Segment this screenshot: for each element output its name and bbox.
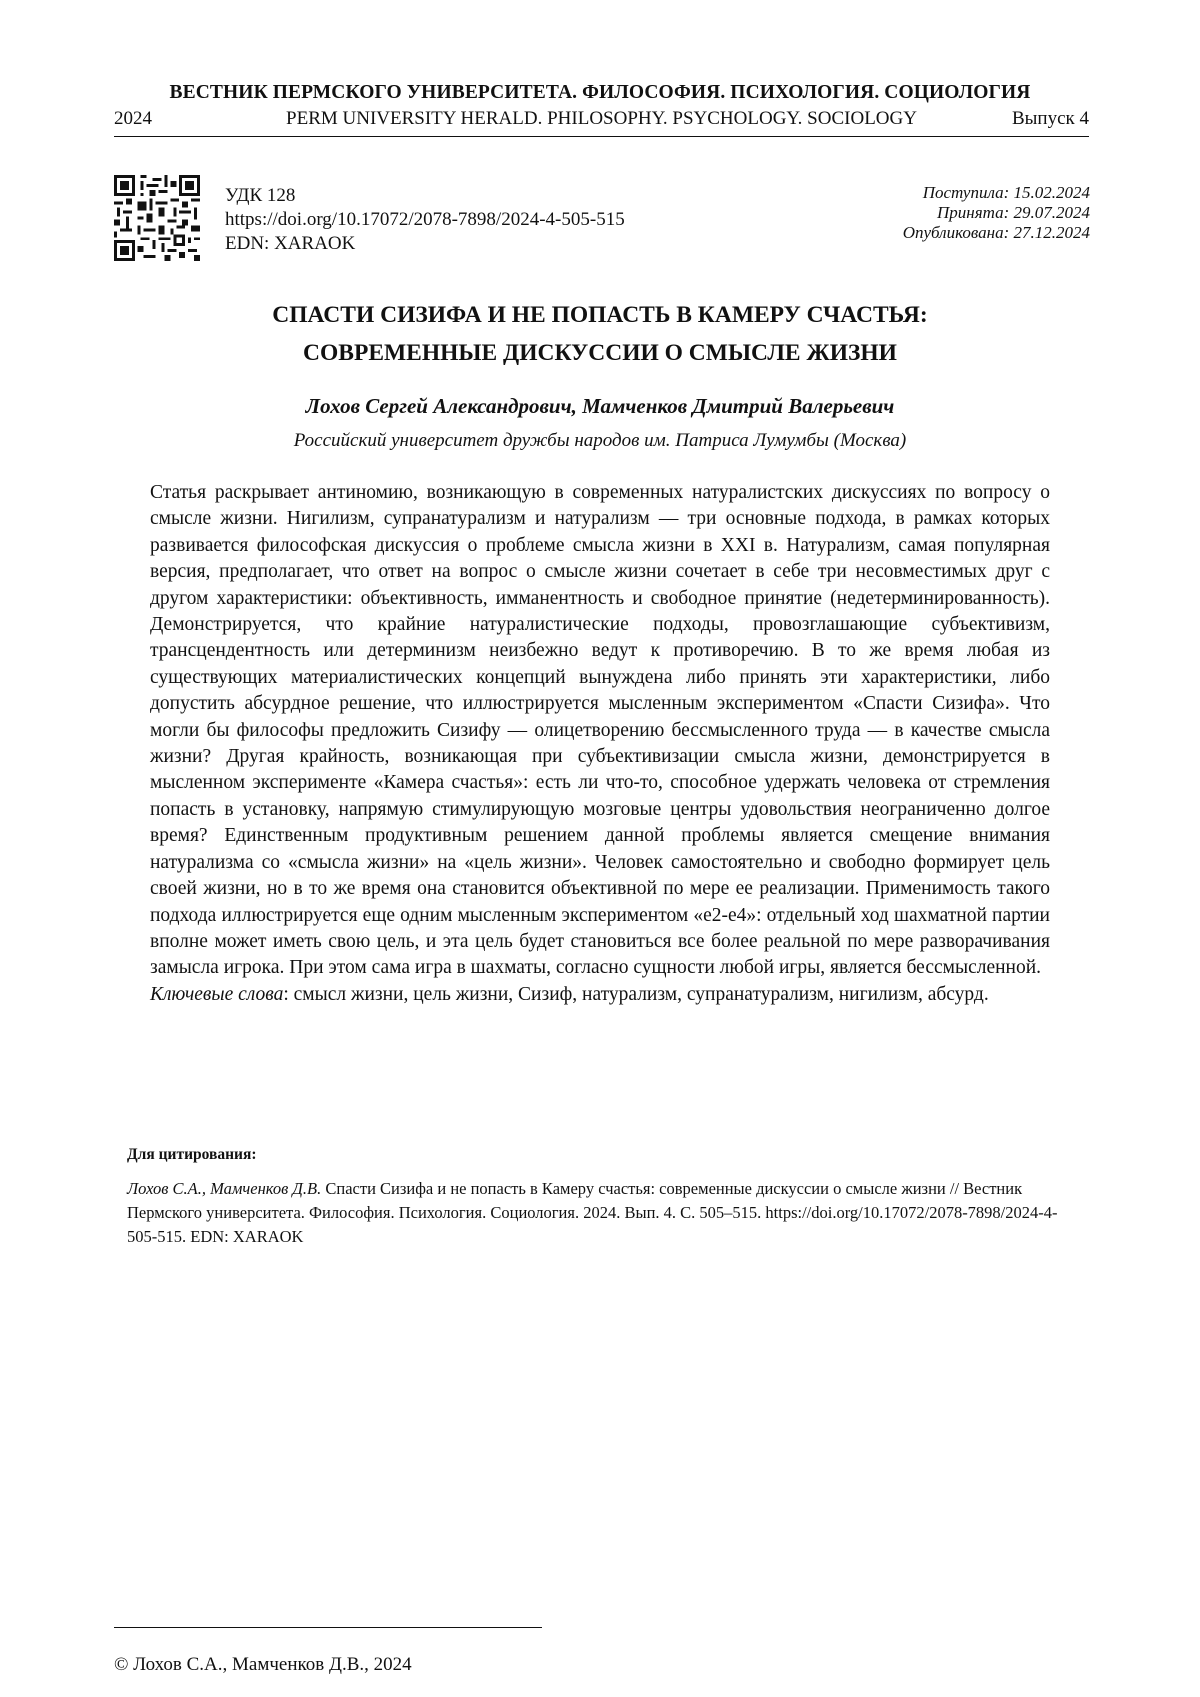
doi-link[interactable]: https://doi.org/10.17072/2078-7898/2024-4-505-515 — [225, 209, 625, 230]
journal-issue: Выпуск 4 — [1011, 108, 1089, 129]
citation-reference: Спасти Сизифа и не попасть в Камеру счастья: современные дискуссии о смысле жизни // Вестник Пермского университета. Философия. Психология. Социология. 2024. Вып. 4. С. 505–515. https://doi.org/10.17072/2078-7898/2024-4-505-515. EDN: XARAOK — [127, 1179, 1058, 1246]
header-divider — [114, 136, 1089, 137]
citation-authors: Лохов С.А., Мамченков Д.В. — [127, 1179, 322, 1198]
date-accepted: Принята: 29.07.2024 — [936, 203, 1090, 222]
author-affiliation: Российский университет дружбы народов им. Патриса Лумумбы (Москва) — [293, 430, 907, 451]
abstract-text: Статья раскрывает антиномию, возникающую в современных натуралистских дискуссиях по вопросу о смысле жизни. Нигилизм, супранатурализм и натурализм — три основные подхода, в рамках которых развивается философская дискуссия о проблеме смысла жизни в XXI в. Натурализм, самая популярная версия, предполагает, что ответ на вопрос о смысле жизни сочетает в себе три несовместимых друг с другом характеристики: объективность, имманентность и свободное принятие (недетерминированность). Демонстрируется, что крайние натуралистические подходы, провозглашающие субъективизм, трансцендентность или детерминизм неизбежно ведут к противоречию. В то же время любая из существующих материалистических концепций вынуждена либо принять эти характеристики, либо допустить абсурдное решение, что иллюстрируется мысленным экспериментом «Спасти Сизифа». Что могли бы философы предложить Сизифу — олицетворению бессмысленного труда — в качестве смысла жизни? Другая крайность, возникающая при субъективизации смысла жизни, демонстрируется в мысленном эксперименте «Камера счастья»: есть ли что-то, способное удержать человека от стремления попасть в установку, напрямую стимулирующую мозговые центры удовольствия неограниченно долгое время? Единственным продуктивным решением данной проблемы является смещение внимания натурализма со «смысла жизни» на «цель жизни». Человек самостоятельно и свободно формирует цель своей жизни, но в то же время она становится объективной по мере ее реализации. Применимость такого подхода иллюстрируется еще одним мысленным экспериментом «e2-e4»: отдельный ход шахматной партии вполне может иметь свою цель, и эта цель будет становиться все более реальной по мере разворачивания замысла игрока. При этом сама игра в шахматы, согласно сущности любой игры, является бессмысленной. — [150, 482, 1050, 979]
article-title-line-1: СПАСТИ СИЗИФА И НЕ ПОПАСТЬ В КАМЕРУ СЧАСТЬЯ: — [272, 302, 928, 328]
citation-text — [127, 1177, 1087, 1249]
keywords-label: Ключевые слова — [150, 983, 284, 1005]
journal-title-en: PERM UNIVERSITY HERALD. PHILOSOPHY. PSYCHOLOGY. SOCIOLOGY — [286, 108, 917, 129]
edn: EDN: XARAOK — [225, 233, 356, 254]
journal-title-ru: ВЕСТНИК ПЕРМСКОГО УНИВЕРСИТЕТА. ФИЛОСОФИЯ. ПСИХОЛОГИЯ. СОЦИОЛОГИЯ — [169, 82, 1031, 103]
article-authors: Лохов Сергей Александрович, Мамченков Дмитрий Валерьевич — [305, 394, 895, 418]
article-title-line-2: СОВРЕМЕННЫЕ ДИСКУССИИ О СМЫСЛЕ ЖИЗНИ — [303, 340, 897, 366]
keywords — [150, 982, 1050, 1008]
citation-heading: Для цитирования: — [127, 1146, 257, 1163]
date-published: Опубликована: 27.12.2024 — [902, 223, 1090, 242]
journal-year: 2024 — [114, 108, 152, 129]
article-dates — [903, 183, 1090, 243]
article-identifiers — [225, 184, 625, 256]
abstract — [150, 480, 1050, 1008]
article-title — [0, 296, 1200, 372]
qr-code-icon — [114, 175, 200, 261]
journal-header-row — [114, 108, 1089, 132]
footnote-divider — [114, 1627, 542, 1628]
udk: УДК 128 — [225, 185, 296, 206]
copyright: © Лохов С.А., Мамченков Д.В., 2024 — [114, 1654, 412, 1675]
date-received: Поступила: 15.02.2024 — [922, 183, 1090, 202]
keywords-list: : смысл жизни, цель жизни, Сизиф, натурализм, супранатурализм, нигилизм, абсурд. — [283, 983, 989, 1005]
